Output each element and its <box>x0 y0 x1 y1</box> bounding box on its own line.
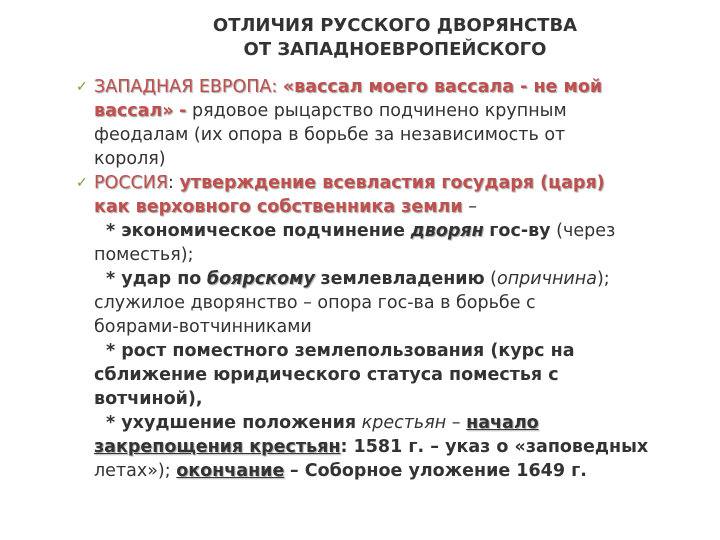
slide-content <box>76 75 714 483</box>
vassal-quote: «вассал моего вассала - не мой <box>282 77 603 97</box>
item2-word: боярскому <box>206 269 315 289</box>
item4-end: окончание <box>176 461 285 481</box>
russia-heading: РОССИЯ <box>94 173 169 193</box>
bullet-europe-line-2 <box>94 99 714 123</box>
vassal-dash: - <box>179 101 187 121</box>
russia-text-1: утверждение всевластия государя (царя) <box>179 173 605 193</box>
item2-line-2: служилое дворянство – опора гос-ва в борьбе с <box>94 293 536 313</box>
europe-text-1: рядовое рыцарство подчинено крупным <box>191 101 567 121</box>
slide-title <box>150 14 640 62</box>
europe-text-3: короля) <box>94 149 166 169</box>
item4-start: начало <box>466 413 539 433</box>
bullet-europe <box>76 75 714 99</box>
item3-line-2: сближение юридического статуса поместья с <box>94 365 559 385</box>
russia-text-2: как верховного собственника земли <box>94 197 463 217</box>
item3-line-3: вотчиной), <box>94 389 203 409</box>
item4-code: – Соборное уложение 1649 г. <box>289 461 587 481</box>
item1-word: дворян <box>410 221 484 241</box>
bullet-russia-line-2 <box>94 195 714 219</box>
item-peasants <box>94 411 714 435</box>
item2-line-3: боярами-вотчинниками <box>94 317 312 337</box>
russia-dash: – <box>468 197 477 217</box>
item4-enserfment: закрепощения крестьян <box>94 437 341 457</box>
item1-line-2: поместья); <box>94 245 194 265</box>
item4-years: летах»); <box>94 461 171 481</box>
russia-colon: : <box>168 173 174 193</box>
item-boyar <box>94 267 714 291</box>
europe-heading: ЗАПАДНАЯ ЕВРОПА: <box>94 77 278 97</box>
item4-word: крестьян <box>361 413 447 433</box>
item2-suffix: землевладению <box>320 269 485 289</box>
item2-paren-word: опричнина <box>497 269 597 289</box>
item3-line-3-row <box>94 387 714 411</box>
vassal-quote-end: вассал» <box>94 101 174 121</box>
item2-paren-open: ( <box>490 269 497 289</box>
item-land-use <box>94 339 714 363</box>
item1-prefix: * экономическое подчинение <box>106 221 406 241</box>
item1-suffix: гос-ву <box>489 221 551 241</box>
item4-line-2 <box>94 435 714 459</box>
item4-line-3 <box>94 459 714 483</box>
item1-paren: (через <box>556 221 616 241</box>
item3-line-1: * рост поместного землепользования (курс на <box>106 341 575 361</box>
title-line-1: ОТЛИЧИЯ РУССКОГО ДВОРЯНСТВА <box>212 15 578 36</box>
checkmark-icon: ✓ <box>76 79 88 95</box>
item3-line-2-row <box>94 363 714 387</box>
item2-prefix: * удар по <box>106 269 202 289</box>
checkmark-icon: ✓ <box>76 175 88 191</box>
bullet-russia <box>76 171 714 195</box>
item4-dash: – <box>451 413 461 433</box>
europe-text-2: феодалам (их опора в борьбе за независимость от <box>94 125 566 145</box>
title-line-2: ОТ ЗАПАДНОЕВРОПЕЙСКОГО <box>243 39 547 60</box>
item4-prefix: * ухудшение положения <box>106 413 357 433</box>
item4-decree: : 1581 г. – указ о «заповедных <box>340 437 649 457</box>
item2-paren-close: ); <box>596 269 610 289</box>
item-economic <box>94 219 714 243</box>
